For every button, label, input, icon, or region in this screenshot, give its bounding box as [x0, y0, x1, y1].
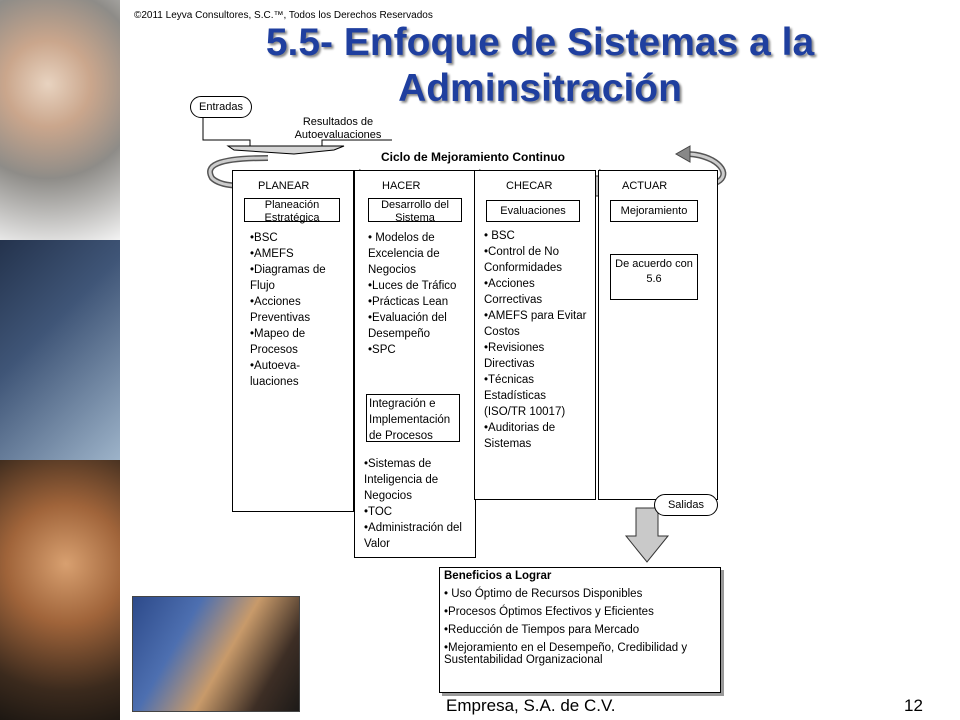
- cycle-title: Ciclo de Mejoramiento Continuo: [380, 150, 565, 164]
- phase-hacer-box: Desarrollo del Sistema: [368, 198, 462, 222]
- benefit-item: •Reducción de Tiempos para Mercado: [444, 624, 640, 636]
- phase-hacer-list-2: [364, 456, 468, 552]
- phase-hacer-name: HACER: [382, 180, 421, 192]
- list-item: •Auditorias de Sistemas: [484, 422, 556, 450]
- list-item: •Evaluación del Desempeño: [368, 312, 447, 340]
- inputs-oval: Entradas: [190, 96, 252, 118]
- list-item: •Acciones Preventivas: [250, 296, 311, 324]
- copyright-text: ©2011 Leyva Consultores, S.C.™, Todos los Derechos Reservados: [134, 10, 433, 21]
- phase-planear-box: Planeación Estratégica: [244, 198, 340, 222]
- benefits-title: Beneficios a Lograr: [444, 570, 552, 582]
- list-item: •SPC: [368, 344, 396, 356]
- list-item: •Revisiones Directivas: [484, 342, 545, 370]
- list-item: •Acciones Correctivas: [484, 278, 543, 306]
- list-item: • BSC: [484, 230, 515, 242]
- phase-checar-name: CHECAR: [506, 180, 553, 192]
- phase-planear-list: [250, 230, 346, 390]
- list-item: •Sistemas de Inteligencia de Negocios: [364, 458, 439, 502]
- list-item: •BSC: [250, 232, 278, 244]
- phase-checar-box: Evaluaciones: [486, 200, 580, 222]
- list-item: •AMEFS para Evitar Costos: [484, 310, 587, 338]
- phase-actuar-note: De acuerdo con 5.6: [610, 254, 698, 300]
- phase-checar-list: [484, 228, 588, 452]
- list-item: •Luces de Tráfico: [368, 280, 457, 292]
- phase-actuar-name: ACTUAR: [622, 180, 668, 192]
- footer-company: Empresa, S.A. de C.V.: [446, 696, 616, 715]
- phase-planear-name: PLANEAR: [258, 180, 310, 192]
- phase-hacer-list: [368, 230, 468, 358]
- benefit-item: •Procesos Óptimos Efectivos y Eficientes: [444, 606, 654, 618]
- list-item: •Administración del Valor: [364, 522, 462, 550]
- inputs-results-label: Resultados de Autoevaluaciones: [294, 116, 382, 141]
- list-item: •Autoeva- luaciones: [250, 360, 301, 388]
- list-item: •Técnicas Estadísticas (ISO/TR 10017): [484, 374, 566, 418]
- benefit-item: •Mejoramiento en el Desempeño, Credibilidad y Sustentabilidad Organizacional: [444, 642, 688, 666]
- phase-actuar-box: Mejoramiento: [610, 200, 698, 222]
- list-item: •Diagramas de Flujo: [250, 264, 326, 292]
- list-item: •AMEFS: [250, 248, 294, 260]
- list-item: •TOC: [364, 506, 393, 518]
- list-item: •Prácticas Lean: [368, 296, 449, 308]
- outputs-oval: Salidas: [654, 494, 718, 516]
- slide-title: 5.5- Enfoque de Sistemas a la Adminsitración: [265, 21, 815, 110]
- benefits-box: [439, 567, 721, 693]
- list-item: • Modelos de Excelencia de Negocios: [368, 232, 440, 276]
- phase-hacer-integration-box: Integración e Implementación de Procesos: [366, 394, 460, 442]
- list-item: •Mapeo de Procesos: [250, 328, 306, 356]
- page-number: 12: [904, 696, 923, 715]
- benefit-item: • Uso Óptimo de Recursos Disponibles: [444, 588, 643, 600]
- list-item: •Control de No Conformidades: [484, 246, 562, 274]
